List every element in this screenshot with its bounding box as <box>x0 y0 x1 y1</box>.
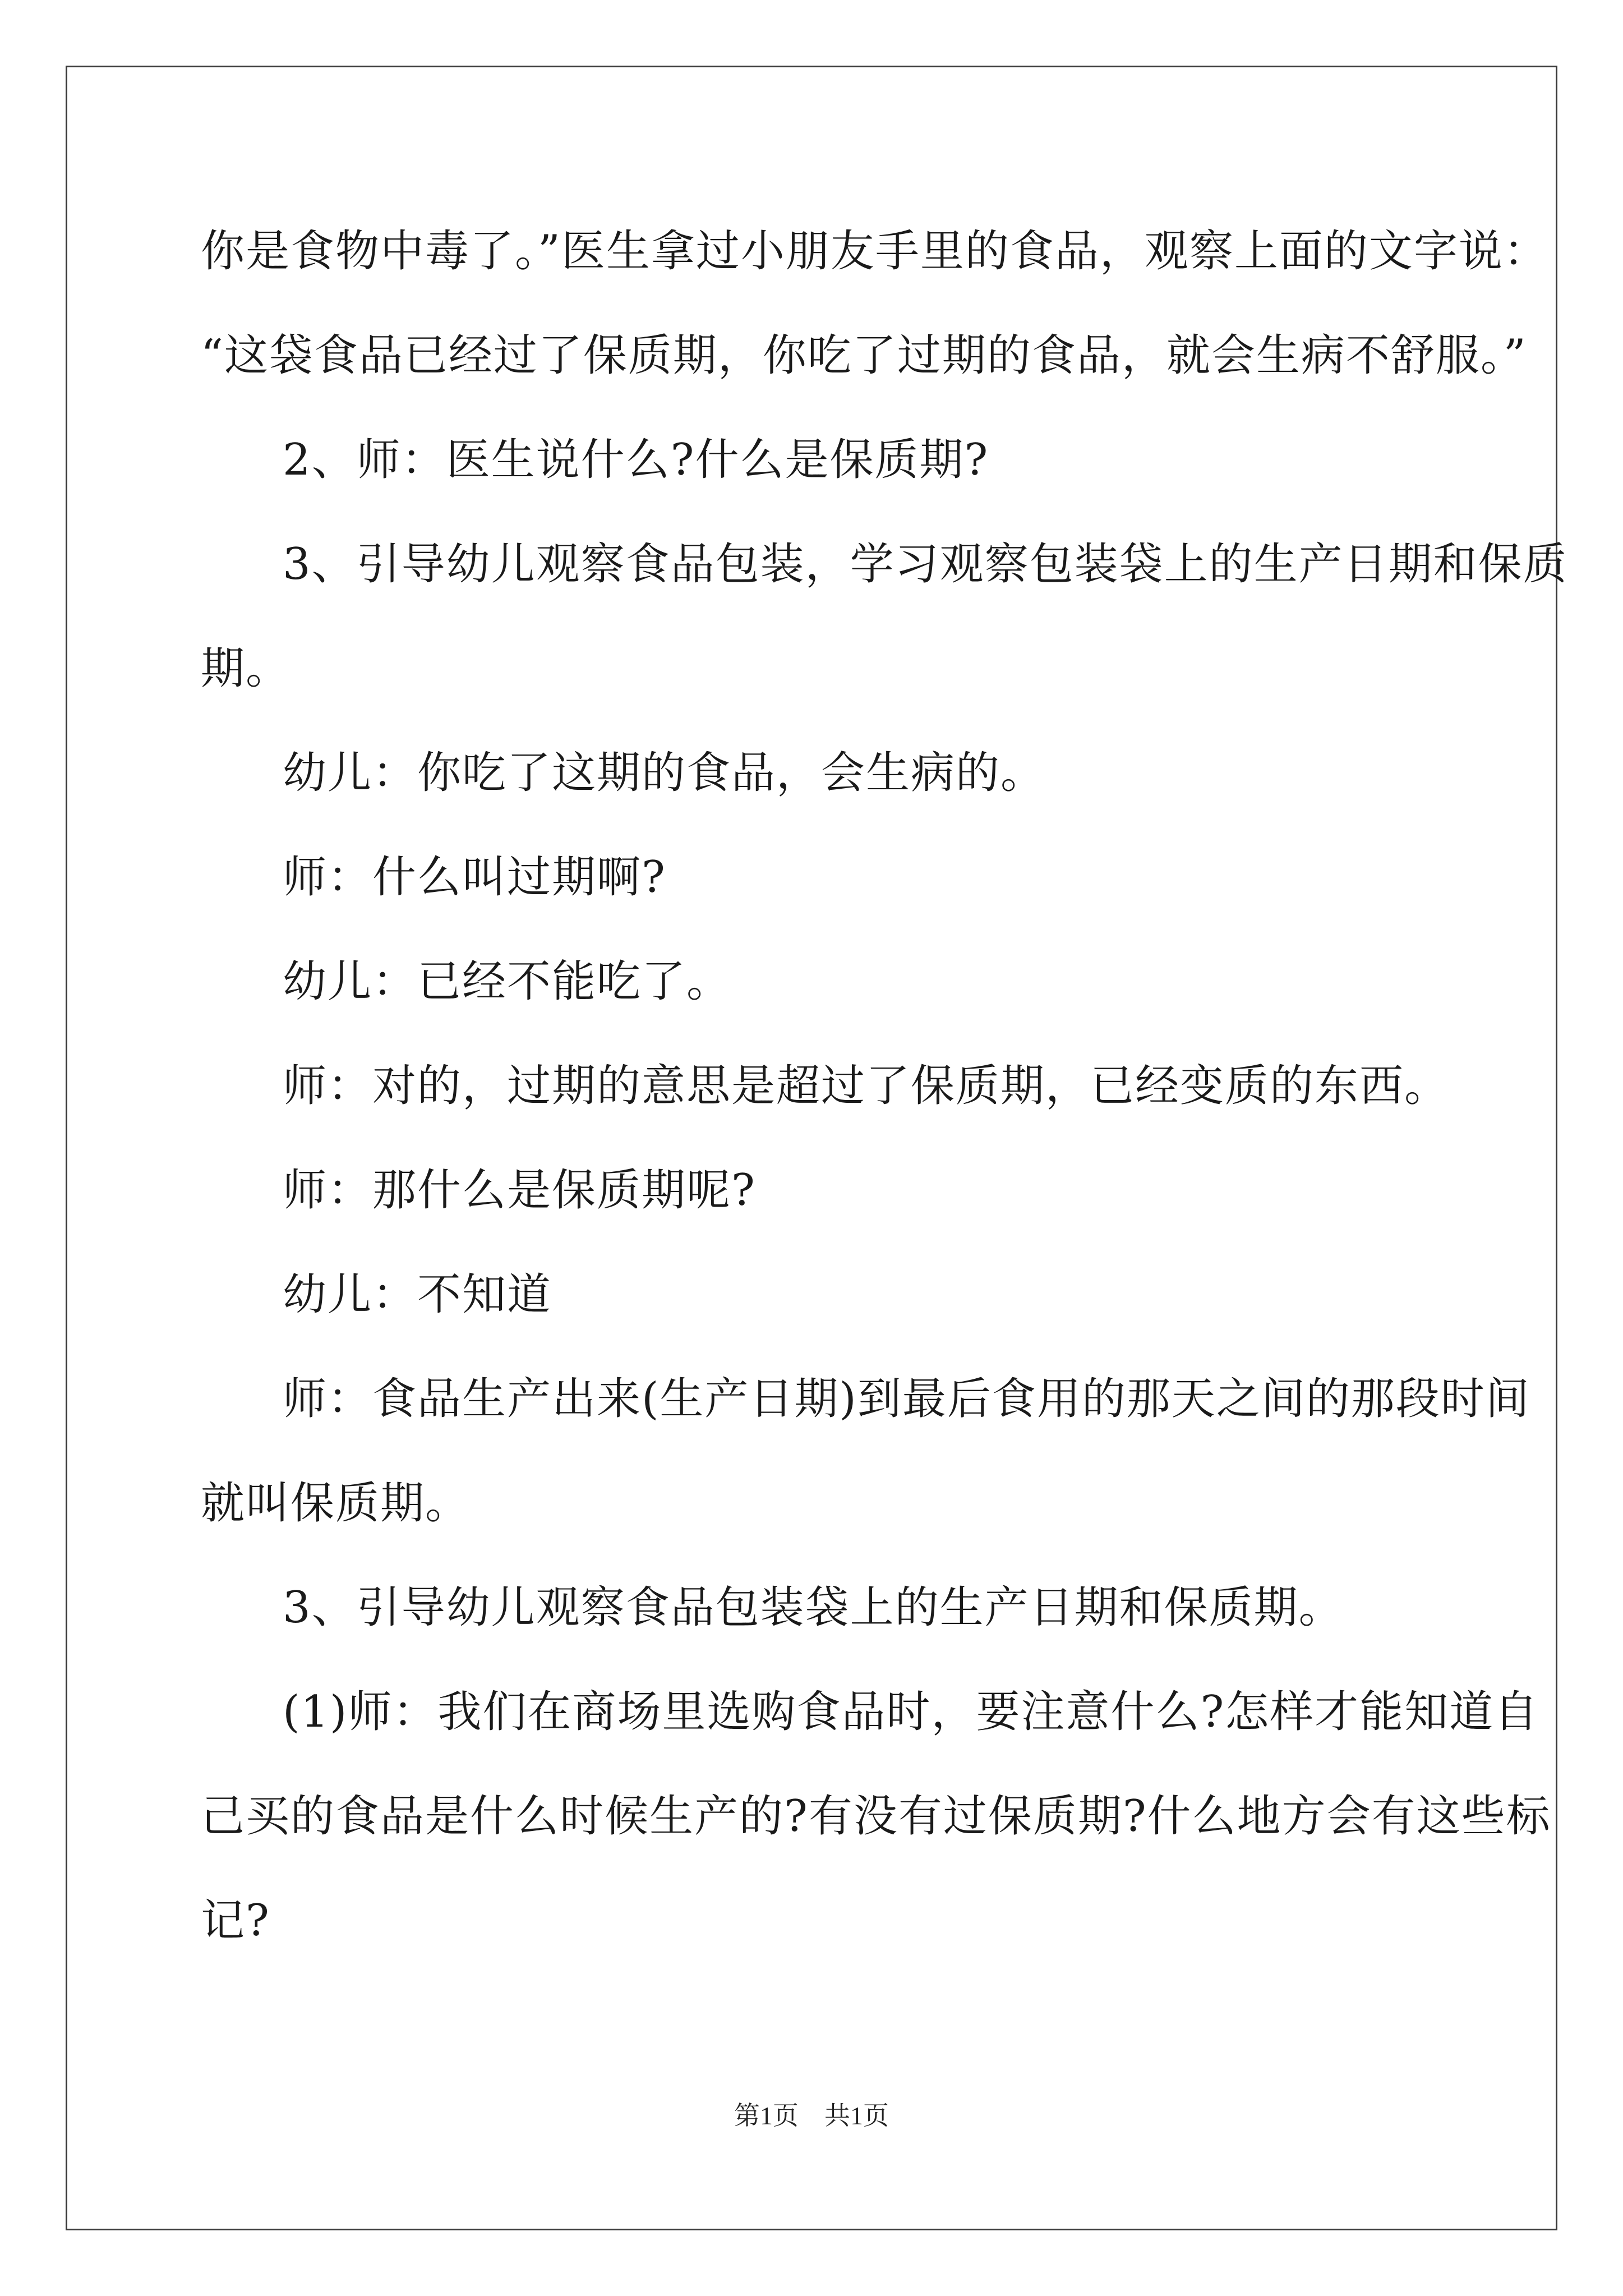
text-line: 幼儿：你吃了这期的食品，会生病的。 <box>283 748 1046 798</box>
text-line: 3、引导幼儿观察食品包装袋上的生产日期和保质期。 <box>283 1582 1344 1633</box>
text-line: 你是食物中毒了。”医生拿过小朋友手里的食品，观察上面的文字说： <box>201 226 1548 277</box>
text-line: 记? <box>201 1895 270 1946</box>
text-line: 己买的食品是什么时候生产的?有没有过保质期?什么地方会有这些标 <box>201 1791 1551 1842</box>
text-line: 3、引导幼儿观察食品包装，学习观察包装袋上的生产日期和保质 <box>283 539 1568 590</box>
document-body <box>201 199 1568 1973</box>
text-line: 就叫保质期。 <box>201 1478 471 1529</box>
text-line: 期。 <box>201 643 291 694</box>
text-line: 师：对的，过期的意思是超过了保质期，已经变质的东西。 <box>283 1061 1450 1111</box>
text-line: 幼儿：不知道 <box>283 1269 552 1320</box>
text-line: 师：食品生产出来(生产日期)到最后食用的那天之间的那段时间 <box>283 1374 1530 1424</box>
text-line: “这袋食品已经过了保质期，你吃了过期的食品，就会生病不舒服。” <box>201 330 1527 381</box>
text-line: 师：那什么是保质期呢? <box>283 1165 756 1216</box>
text-line: 师：什么叫过期啊? <box>283 852 666 903</box>
text-line: (1)师：我们在商场里选购食品时，要注意什么?怎样才能知道自 <box>283 1687 1539 1737</box>
text-line: 幼儿：已经不能吃了。 <box>283 956 732 1007</box>
page-number-footer: 第1页 共1页 <box>734 2101 889 2130</box>
text-line: 2、师：医生说什么?什么是保质期? <box>283 435 989 485</box>
